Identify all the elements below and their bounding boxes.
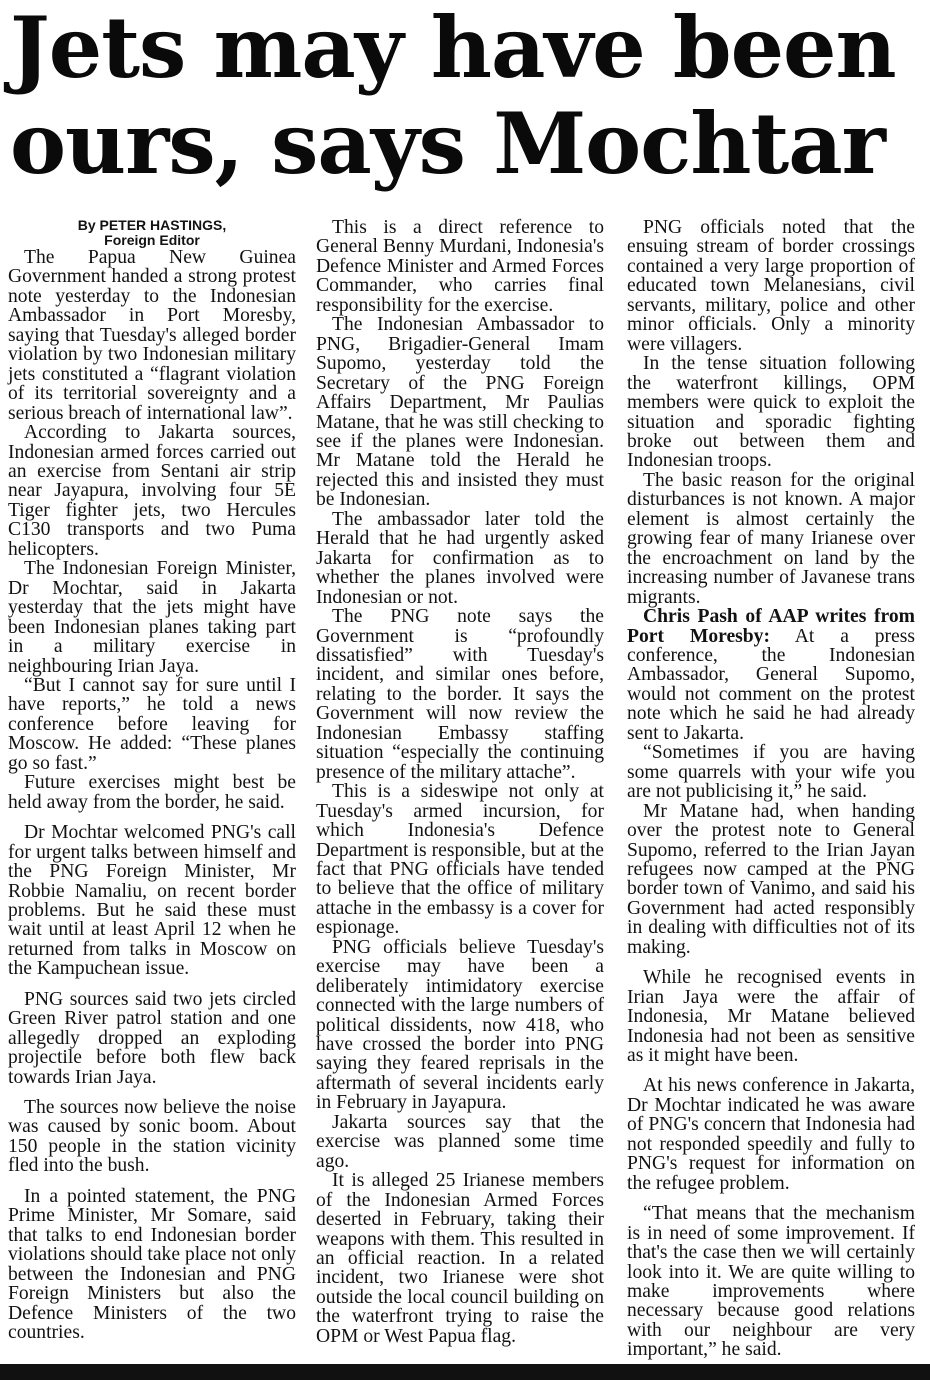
paragraph: This is a direct reference to General Benny Murdani, Indonesia's Defence Minister and Armed Forces Commander, who carries final responsibility for the exercise. [316,217,604,316]
paragraph: “But I cannot say for sure until I have reports,” he told a news conference before leaving for Moscow. He added: “These planes go so fast.” [8,674,296,774]
byline-name: By PETER HASTINGS, [77,217,227,233]
paragraph: At his news conference in Jakarta, Dr Mochtar indicated he was aware of PNG's concern that Indonesia had not responded speedily and fully to PNG's request for information on the refugee problem. [627,1075,915,1194]
paragraph: In a pointed statement, the PNG Prime Minister, Mr Somare, said that talks to end Indonesian border violations should take place not only between the Indonesian and PNG Foreign Ministers but also the Defence Ministers of the two countries. [8,1185,296,1344]
paragraph: Jakarta sources say that the exercise was planned some time ago. [316,1111,604,1172]
paragraph: The ambassador later told the Herald that he had urgently asked Jakarta for confirmation as to whether the planes involved were Indonesian or not. [316,508,604,608]
paragraph: The Papua New Guinea Government handed a strong protest note yesterday to the Indonesian Ambassador in Port Moresby, saying that Tuesday's alleged border violation by two Indonesian military jets constituted a “flagrant violation of its territorial sovereignty and a serious breach of international law”. [8,247,296,424]
wire-credit: Chris Pash of AAP writes from Port Moresby: [627,606,915,647]
paragraph: PNG officials noted that the ensuing stream of border crossings contained a very large proportion of educated town Melanesians, civil servants, military, police and other minor officials. Only a minority were villagers. [627,217,915,355]
article-column-2 [316,218,604,1346]
paragraph: While he recognised events in Irian Jaya were the affair of Indonesia, Mr Matane believed Indonesia had not been as sensitive as it might have been. [627,967,915,1067]
paragraph: The PNG note says the Government is “profoundly dissatisfied” with Tuesday's incident, and similar ones before, relating to the border. It says the Government will now review the Indonesian Embassy staffing situation “especially the continuing presence of the military attache”. [316,606,604,783]
paragraph: The Indonesian Ambassador to PNG, Brigadier-General Imam Supomo, yesterday told the Secretary of the PNG Foreign Affairs Department, Mr Paulias Matane, that he was still checking to see if the planes were Indonesian. Mr Matane told the Herald he rejected this and insisted they must be Indonesian. [316,314,604,511]
paragraph: PNG sources said two jets circled Green River patrol station and one allegedly dropped an exploding projectile before both flew back towards Irian Jaya. [8,988,296,1088]
paragraph: PNG officials believe Tuesday's exercise may have been a deliberately intimidatory exercise connected with the large numbers of political dissidents, now 418, who have crossed the border into PNG saying they feared reprisals in the aftermath of several incidents early in February in Jayapura. [316,936,604,1114]
bottom-rule [0,1364,930,1380]
paragraph: It is alleged 25 Irianese members of the Indonesian Armed Forces deserted in February, taking their weapons with them. This resulted in an official reaction. In a related incident, two Irianese were shot outside the local council building on the waterfront trying to raise the OPM or West Papua flag. [316,1170,604,1347]
paragraph: “That means that the mechanism is in need of some improvement. If that's the case then we will certainly look into it. We are quite willing to make improvements where necessary because good relations with our neighbour are very important,” he said. [627,1203,915,1361]
byline [8,218,296,248]
paragraph: The Indonesian Foreign Minister, Dr Mochtar, said in Jakarta yesterday that the jets might have been Indonesian planes taking part in a military exercise in neighbouring Irian Jaya. [8,558,296,677]
paragraph: “Sometimes if you are having some quarrels with your wife you are not publicising it,” he said. [627,742,915,803]
paragraph-text: At a press conference, the Indonesian Ambassador, General Supomo, would not comment on the protest note which he said he had already sent to Jakarta. [627,625,915,744]
paragraph: Mr Matane had, when handing over the protest note to General Supomo, referred to the Irian Jayan refugees now camped at the PNG border town of Vanimo, and said his Government had acted responsibly in dealing with difficulties not of its making. [627,800,915,958]
byline-role: Foreign Editor [104,232,200,248]
headline-line-2: ours, says Mochtar [10,94,885,193]
paragraph [627,607,915,743]
paragraph: Future exercises might best be held away from the border, he said. [8,772,296,813]
paragraph: The sources now believe the noise was caused by sonic boom. About 150 people in the station vicinity fled into the bush. [8,1097,296,1177]
paragraph: The basic reason for the original disturbances is not known. A major element is almost certainly the growing fear of many Irianese over the encroachment on land by the increasing number of Javanese trans migrants. [627,469,915,608]
paragraph: This is a sideswipe not only at Tuesday's armed incursion, for which Indonesia's Defence Department is responsible, but at the fact that PNG officials have tended to believe that the office of military attache in the embassy is a cover for espionage. [316,781,604,939]
paragraph: In the tense situation following the waterfront killings, OPM members were quick to exploit the situation and sporadic fighting broke out between them and Indonesian troops. [627,353,915,472]
headline-line-1: Jets may have been [10,0,896,97]
article-column-3 [627,218,915,1360]
paragraph: Dr Mochtar welcomed PNG's call for urgent talks between himself and the PNG Foreign Minister, Mr Robbie Namaliu, on recent border problems. But he said these must wait until at least April 12 when he returned from talks in Moscow on the Kampuchean issue. [8,822,296,980]
headline [10,0,920,192]
paragraph: According to Jakarta sources, Indonesian armed forces carried out an exercise from Sentani air strip near Jayapura, involving four 5E Tiger fighter jets, two Hercules C130 transports and two Puma helicopters. [8,422,296,560]
article-column-1 [8,218,296,1342]
